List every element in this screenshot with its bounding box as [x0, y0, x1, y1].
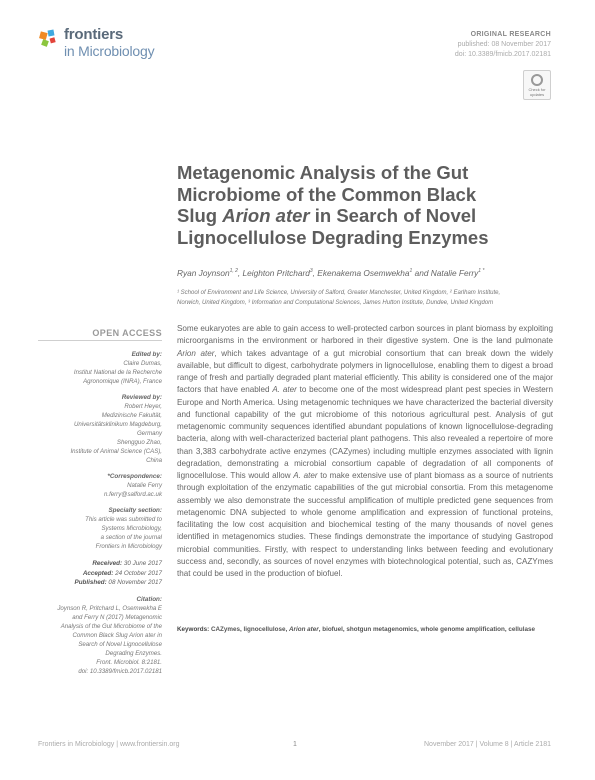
- species-name: A. ater: [272, 385, 297, 395]
- author-list: [177, 268, 567, 278]
- reviewer-line: Robert Heyer,: [124, 403, 162, 410]
- correspondence-email[interactable]: n.ferry@salford.ac.uk: [103, 491, 162, 498]
- reviewer-line: Germany: [136, 430, 162, 437]
- check-for-updates-badge[interactable]: [523, 70, 551, 100]
- abstract-text: , which takes advantage of a gut microbial consortium that can break down the widely available, but difficult to digest, carbohydrate polymers in lignocellulose, enabling them to digest a broad range of fresh and partially degraded plant material efficiently. This ability is considered one of the major factors that have enabled: [177, 348, 553, 395]
- editor-line: Agronomique (INRA), France: [83, 378, 162, 385]
- article-type: ORIGINAL RESEARCH: [470, 31, 551, 38]
- abstract-text: Some eukaryotes are able to gain access to well-protected carbon sources in plant biomass by exploiting microorganisms in the environment or harbored in their digestive system. One is the land pulmonate: [177, 324, 553, 346]
- abstract: [177, 323, 553, 580]
- separator: ,: [312, 268, 318, 278]
- abstract-text: to make extensive use of plant biomass as a source of nutrients through exploitation of the enzymatic capabilities of the gut microbial consortia. From this metagenome assembly we also demonstrate the successful amplification of multiple predicted gene sequences from metagenomic DNA subjected to whole genome amplification and expression of functional proteins, facilitating the low cost acquisition and biochemical testing of the many thousands of novel genes identified in metagenomics studies. These findings demonstrate the importance of studying Gastropod microbial communities. Firstly, with respect to understanding links between feeding and evolutionary success and, secondly, as sources of novel enzymes with biotechnological potential, such as, CAZYmes that could be used in the production of biofuel.: [177, 471, 554, 578]
- author-affil-sup: 1, 2: [229, 268, 238, 275]
- journal-logo: [38, 26, 198, 60]
- keywords-text: , biofuel, shotgun metagenomics, whole genome amplification, cellulase: [318, 626, 535, 633]
- affiliations: [177, 288, 562, 308]
- section-line: Frontiers in Microbiology: [95, 543, 162, 550]
- logo-wordmark: frontiers: [64, 26, 124, 43]
- author-affil-sup: 3: [309, 268, 313, 275]
- title-line: [177, 205, 557, 227]
- author-name[interactable]: Natalie Ferry: [430, 268, 479, 278]
- received-date: [38, 559, 162, 569]
- citation-label: Citation:: [136, 595, 162, 603]
- received-label: Received:: [92, 560, 123, 567]
- title-line: Microbiome of the Common Black: [177, 183, 477, 205]
- citation-line: Common Black Slug Arion ater in: [72, 631, 162, 639]
- reviewer-line: Institute of Animal Science (CAS),: [70, 448, 162, 455]
- keywords: [177, 625, 553, 635]
- author-affil-sup: 1: [409, 268, 413, 275]
- keyword-species: Arion ater: [288, 626, 319, 633]
- sidebar-divider: [38, 340, 162, 341]
- keywords-label: Keywords:: [177, 626, 210, 633]
- update-icon: [531, 74, 543, 86]
- section-line: a section of the journal: [100, 534, 162, 541]
- species-name: Arion ater: [177, 348, 215, 358]
- affiliation-line: ¹ School of Environment and Life Science, University of Salford, Greater Manchester, United Kingdom, ² Earlham Institute,: [177, 290, 501, 296]
- author-name[interactable]: Ekenakema Osemwekha: [317, 268, 410, 278]
- editor-line: Institut National de la Recherche: [73, 369, 162, 376]
- logo-journal-name: in Microbiology: [64, 43, 155, 59]
- footer-journal[interactable]: Frontiers in Microbiology | www.frontiersin.org: [38, 741, 180, 748]
- citation-line: Joynson R, Pritchard L, Osemwekha E: [57, 604, 162, 612]
- footer-volume: November 2017 | Volume 8 | Article 2181: [424, 741, 551, 748]
- citation-line: Analysis of the Gut Microbiome of the: [60, 622, 162, 630]
- received-value: 30 June 2017: [122, 560, 162, 567]
- title-species: Arion ater: [222, 205, 310, 226]
- section-line: This article was submitted to: [85, 516, 162, 523]
- reviewer-line: Universitätsklinikum Magdeburg,: [73, 421, 162, 428]
- article-info-sidebar: [38, 328, 162, 676]
- citation-line: and Ferry N (2017) Metagenomic: [72, 613, 162, 621]
- reviewer-line: Medizinische Fakultät,: [101, 412, 162, 419]
- citation-line: Search of Novel Lignocellulose: [78, 640, 162, 648]
- title-line: Lignocellulose Degrading Enzymes: [177, 226, 489, 248]
- published-date: published: 08 November 2017: [457, 41, 551, 48]
- author-affil-sup: 1 *: [478, 268, 485, 275]
- article-title: [177, 162, 557, 248]
- accepted-date: [38, 569, 162, 579]
- reviewed-by-label: Reviewed by:: [121, 394, 162, 401]
- citation-doi[interactable]: doi: 10.3389/fmicb.2017.02181: [78, 667, 162, 675]
- accepted-value: 24 October 2017: [113, 569, 162, 577]
- open-access-label: OPEN ACCESS: [92, 328, 162, 338]
- editor-line: Claire Dumas,: [123, 360, 162, 367]
- page-number: 1: [293, 741, 297, 748]
- doi-link[interactable]: doi: 10.3389/fmicb.2017.02181: [454, 51, 551, 58]
- title-line: Metagenomic Analysis of the Gut: [177, 162, 469, 183]
- check-badge-label: Check for updates: [528, 87, 546, 97]
- citation-line: Front. Microbiol. 8:2181.: [96, 658, 162, 666]
- keywords-text: CAZymes, lignocellulose,: [209, 626, 289, 633]
- frontiers-logo-icon: [38, 28, 62, 52]
- abstract-text: to become one of the most widespread plant pest species in Western Europe and North America. Using metagenomic techniques we have characterized the bacterial diversity and functional capability of the gut microbiome of this notorious agricultural pest. Analysis of gut metagenomic community sequences identified abundant populations of known lignocellulose-degrading bacteria, along with well-characterized bacterial plant pathogens. This also revealed a repertoire of more than 3,383 carbohydrate active enzymes (CAZymes) including multiple enzymes associated with lignin degradation, demonstrating a microbial consortium capable of degradation of all components of lignocellulose. This would allow: [177, 385, 554, 480]
- section-line: Systems Microbiology,: [101, 525, 162, 532]
- specialty-section-label: Specialty section:: [108, 507, 162, 514]
- title-text: Slug: [177, 205, 223, 226]
- correspondence-label: *Correspondence:: [107, 473, 162, 480]
- author-name[interactable]: Leighton Pritchard: [242, 268, 310, 278]
- author-name[interactable]: Ryan Joynson: [177, 268, 230, 278]
- accepted-label: Accepted:: [82, 569, 114, 577]
- citation-line: Degrading Enzymes.: [105, 649, 162, 657]
- separator: ,: [237, 268, 243, 278]
- published-date-sidebar: [38, 578, 162, 588]
- separator: and: [412, 268, 431, 278]
- correspondence-name: Natalie Ferry: [127, 482, 162, 489]
- affiliation-line: Norwich, United Kingdom, ³ Information and Computational Sciences, James Hutton Institute, Dundee, United Kingdom: [177, 300, 494, 306]
- reviewer-line: China: [146, 457, 162, 464]
- published-value: 08 November 2017: [106, 579, 162, 586]
- edited-by-label: Edited by:: [131, 351, 162, 358]
- title-text: in Search of Novel: [309, 205, 477, 226]
- published-label: Published:: [74, 579, 107, 586]
- species-name: A. ater: [293, 471, 318, 480]
- reviewer-line: Shengguo Zhao,: [116, 439, 162, 446]
